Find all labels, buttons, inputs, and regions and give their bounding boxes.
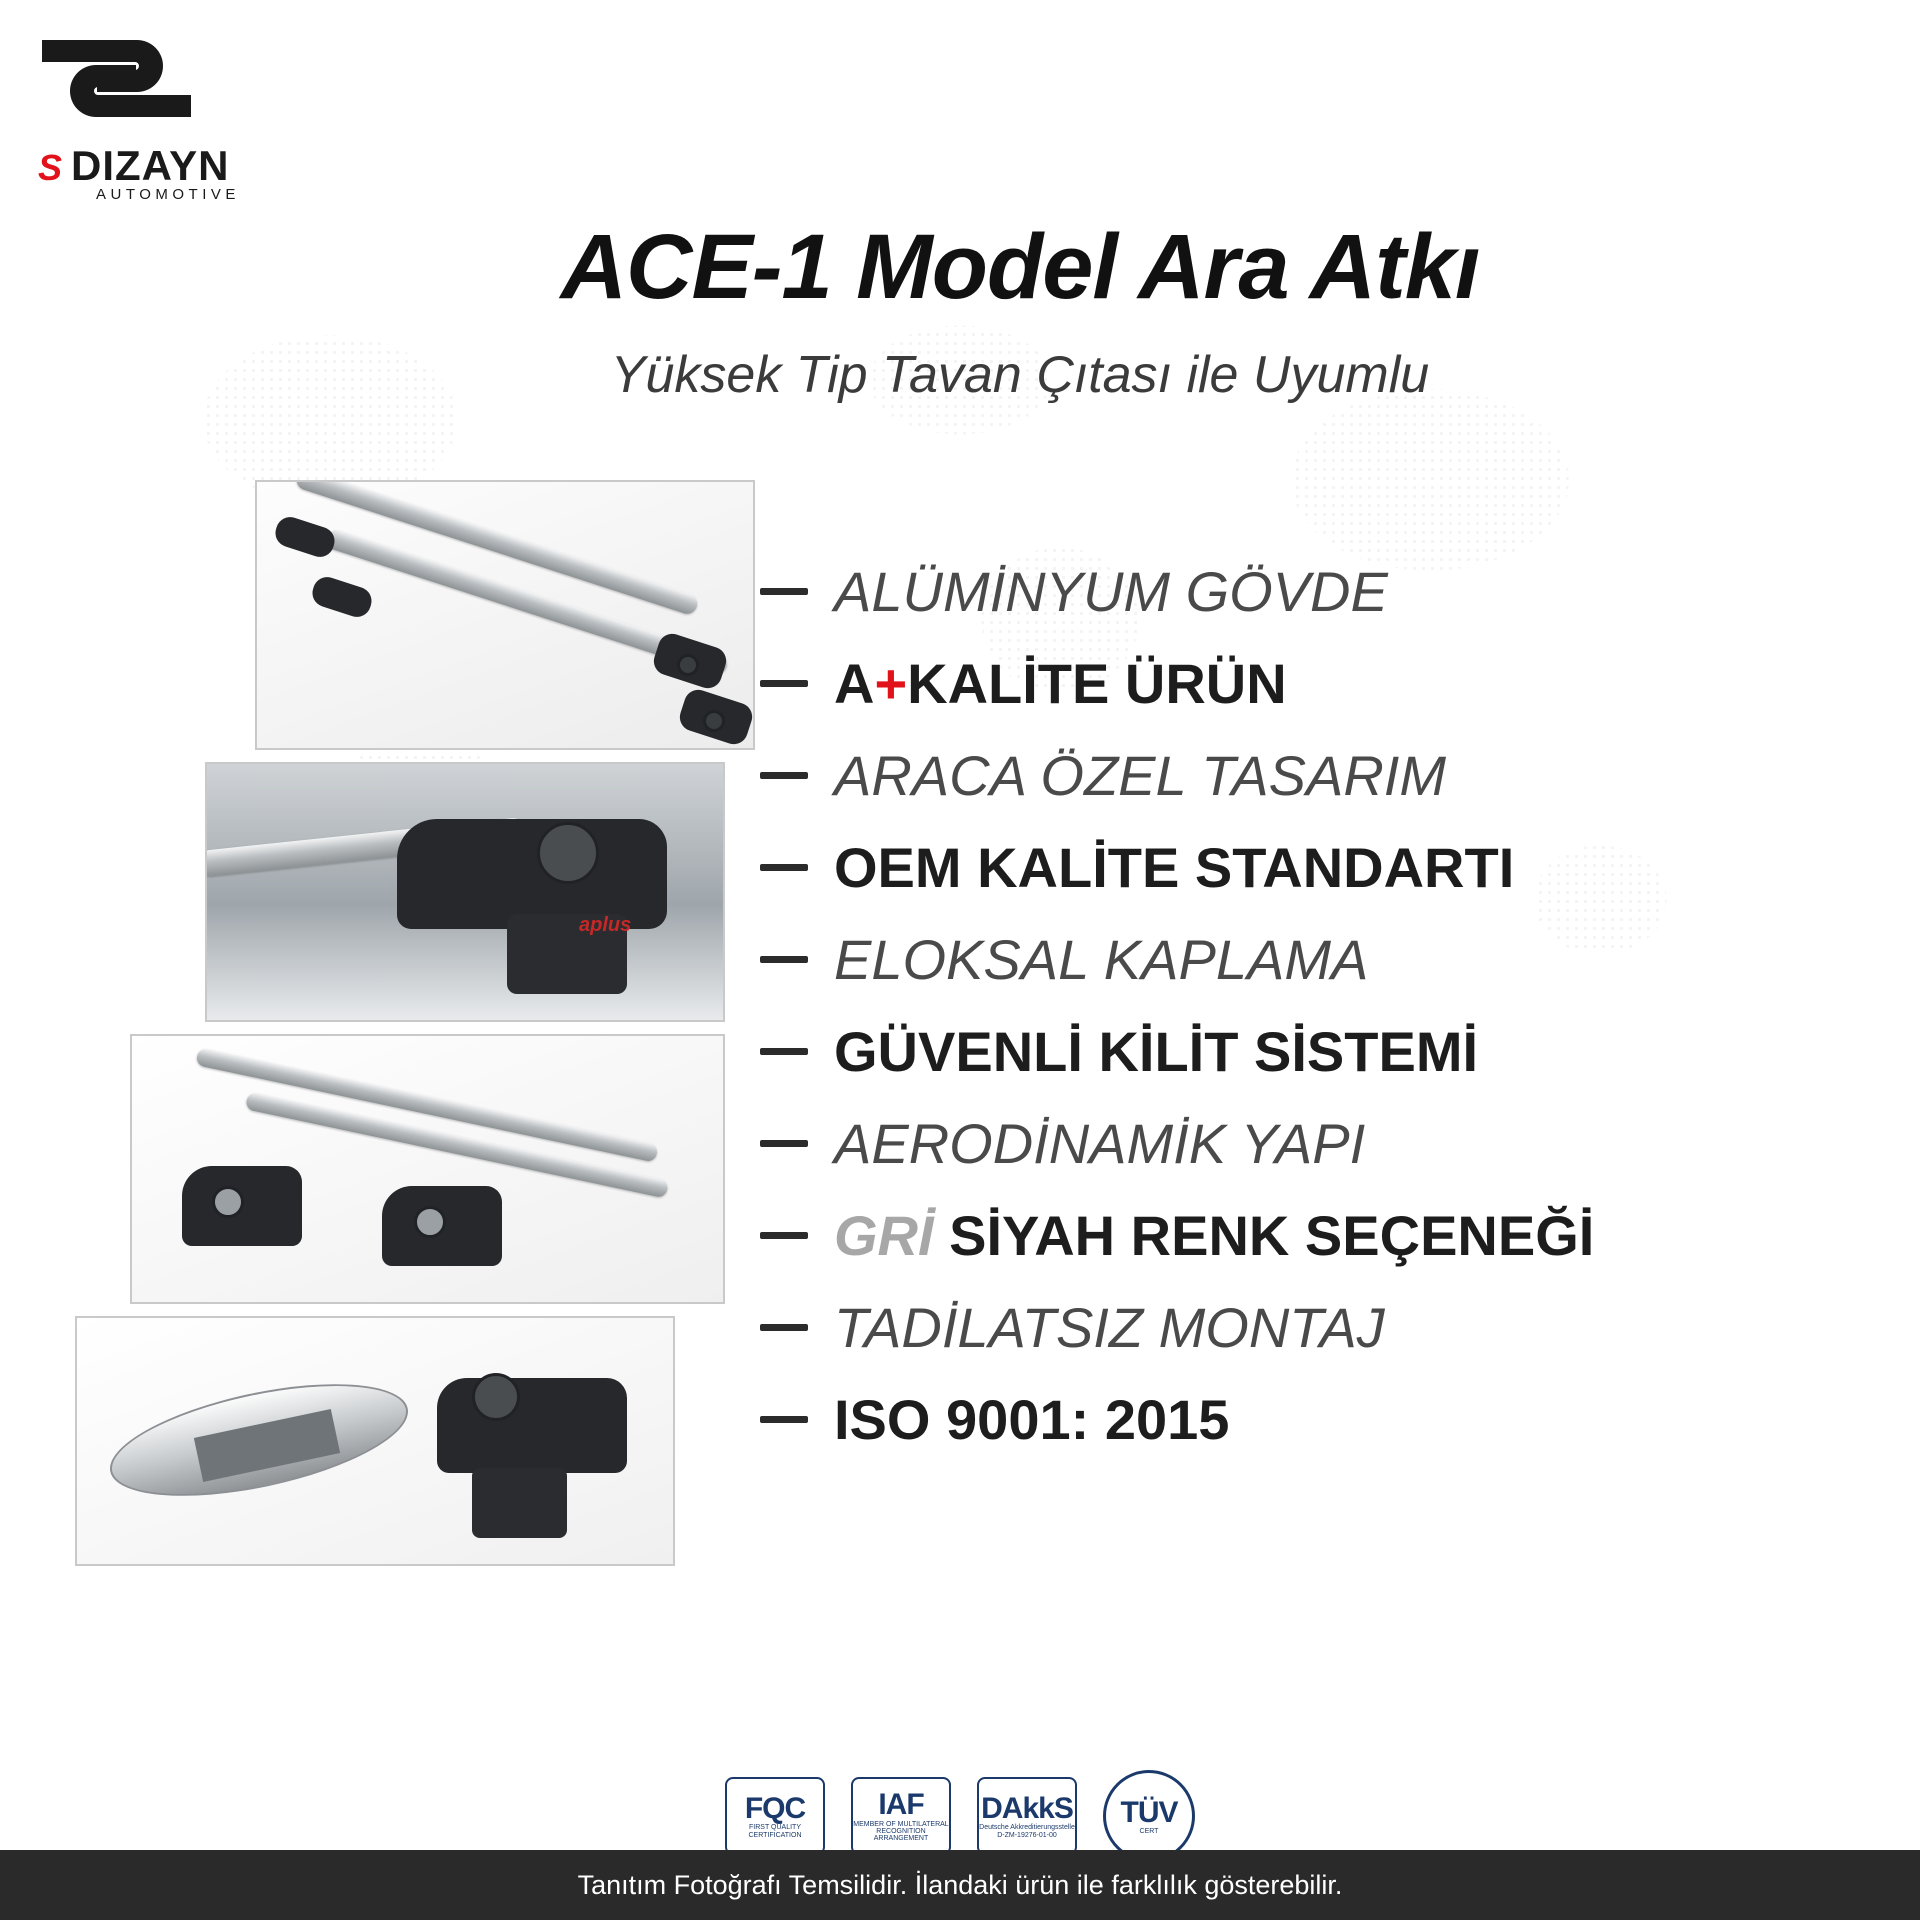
feature-label-part: + (874, 651, 908, 715)
feature-label (834, 559, 1388, 624)
feature-label (834, 835, 1514, 900)
feature-label-part: KALİTE ÜRÜN (907, 651, 1287, 715)
page-title: ACE-1 Model Ara Atkı (560, 216, 1480, 318)
photo-watermark: aplus (579, 914, 632, 936)
certificate-badges (0, 1770, 1920, 1862)
feature-label-part: GÜVENLİ KİLİT SİSTEMİ (834, 1019, 1479, 1083)
feature-label-part: ARACA ÖZEL TASARIM (834, 743, 1446, 807)
product-photo (130, 1034, 725, 1304)
feature-dash-icon (760, 680, 808, 687)
certificate-caption: MEMBER OF MULTILATERAL RECOGNITION ARRANGEMENT (853, 1820, 949, 1843)
feature-dash-icon (760, 1232, 808, 1239)
footer-disclaimer-text: Tanıtım Fotoğrafı Temsilidir. İlandaki ürün ile farklılık gösterebilir. (577, 1869, 1343, 1900)
certificate-caption: Deutsche Akkreditierungsstelle D-ZM-19276-01-00 (979, 1824, 1075, 1839)
feature-label (834, 1295, 1385, 1360)
fqc-badge (725, 1777, 825, 1855)
product-photo (205, 762, 725, 1022)
certificate-acronym: IAF (878, 1788, 924, 1822)
s-dizayn-logo-icon (34, 26, 199, 131)
certificate-caption: FIRST QUALITY CERTIFICATION (748, 1824, 802, 1839)
dakks-badge (977, 1777, 1077, 1855)
product-photo-column (80, 480, 780, 1566)
certificate-acronym: TÜV (1120, 1795, 1178, 1829)
feature-label-part: A (834, 651, 875, 715)
feature-dash-icon (760, 588, 808, 595)
page-subtitle: Yüksek Tip Tavan Çıtası ile Uyumlu (610, 346, 1430, 404)
feature-item (760, 1005, 1890, 1097)
feature-dash-icon (760, 864, 808, 871)
feature-item (760, 1189, 1890, 1281)
feature-dash-icon (760, 1140, 808, 1147)
feature-dash-icon (760, 1324, 808, 1331)
iaf-badge (851, 1777, 951, 1855)
footer-disclaimer-bar (0, 1850, 1920, 1920)
feature-label-part: SİYAH RENK SEÇENEĞİ (933, 1203, 1595, 1267)
feature-list (760, 545, 1890, 1465)
feature-label (834, 1387, 1229, 1452)
brand-logo (34, 26, 294, 203)
feature-item (760, 1097, 1890, 1189)
feature-label-part: ELOKSAL KAPLAMA (834, 927, 1369, 991)
feature-item (760, 821, 1890, 913)
feature-item (760, 729, 1890, 821)
feature-label-part: ISO 9001: 2015 (834, 1387, 1230, 1451)
feature-label (834, 1111, 1365, 1176)
logo-s-letter: S (38, 147, 62, 188)
feature-item (760, 1281, 1890, 1373)
feature-label (834, 651, 1287, 716)
feature-label-part: GRİ (834, 1203, 934, 1267)
feature-label-part: AERODİNAMİK YAPI (834, 1111, 1366, 1175)
feature-label-part: ALÜMİNYUM GÖVDE (834, 559, 1388, 623)
tuv-cert-badge (1103, 1770, 1195, 1862)
feature-label-part: OEM KALİTE STANDARTI (834, 835, 1515, 899)
feature-label (834, 927, 1368, 992)
feature-dash-icon (760, 1048, 808, 1055)
feature-item (760, 1373, 1890, 1465)
feature-item (760, 913, 1890, 1005)
feature-label (834, 743, 1446, 808)
feature-item (760, 637, 1890, 729)
product-photo (255, 480, 755, 750)
feature-label-part: TADİLATSIZ MONTAJ (834, 1295, 1385, 1359)
feature-dash-icon (760, 956, 808, 963)
feature-label (834, 1019, 1478, 1084)
logo-tagline: AUTOMOTIVE (96, 186, 240, 203)
certificate-acronym: FQC (744, 1791, 806, 1825)
certificate-acronym: DAkkS (981, 1791, 1073, 1825)
certificate-caption: CERT (1139, 1828, 1159, 1836)
feature-label (834, 1203, 1594, 1268)
feature-dash-icon (760, 772, 808, 779)
product-photo (75, 1316, 675, 1566)
feature-dash-icon (760, 1416, 808, 1423)
logo-brand-name: DIZAYN (71, 142, 230, 189)
feature-item (760, 545, 1890, 637)
